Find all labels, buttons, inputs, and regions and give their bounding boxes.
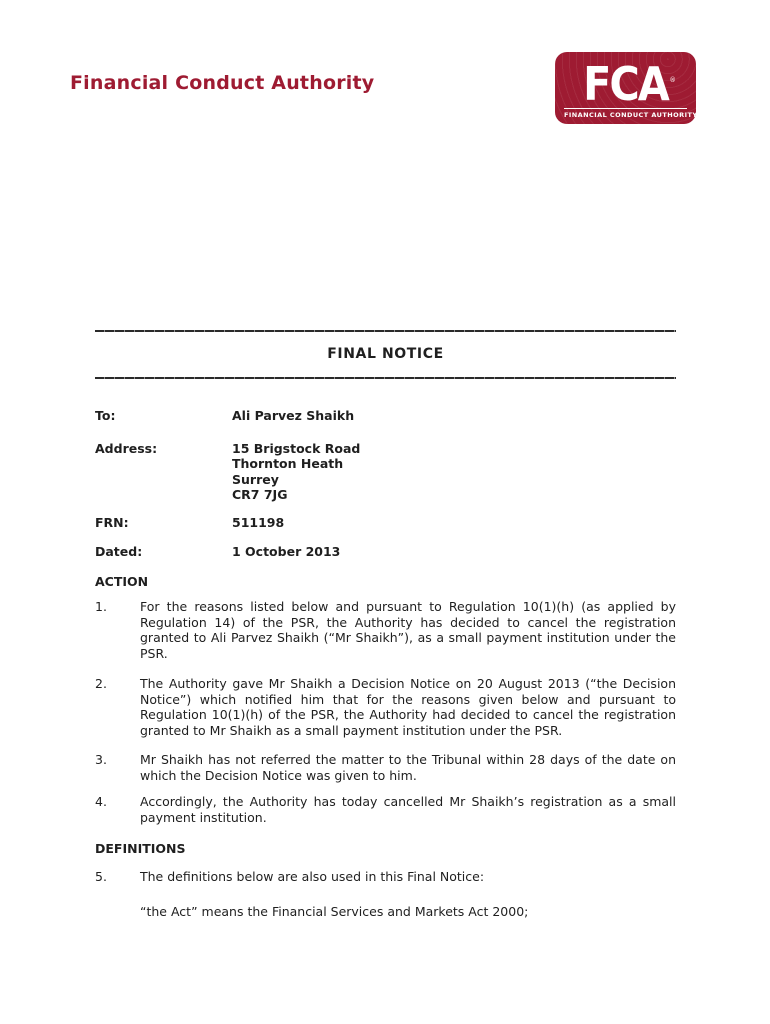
paragraph-text: The Authority gave Mr Shaikh a Decision Notice on 20 August 2013 (“the Decision Notice”) which notified him that for the reasons given below and pursuant to Regulation 10(1)(h) of the PSR, the Authority had decided to cancel the registration granted to Mr Shaikh as a small payment institution under the PSR. — [140, 676, 676, 738]
field-row-frn — [95, 515, 676, 531]
section-action — [95, 574, 676, 826]
paragraph-text: Accordingly, the Authority has today cancelled Mr Shaikh’s registration as a small payment institution. — [140, 794, 676, 825]
field-value-line: Thornton Heath — [232, 456, 344, 471]
document-header — [0, 0, 770, 130]
section-heading-action: ACTION — [95, 573, 149, 589]
field-label-to: To: — [95, 408, 116, 423]
field-value-line: 511198 — [232, 514, 285, 530]
fca-logo-letters: FCA — [583, 56, 668, 111]
recipient-fields — [95, 408, 676, 560]
field-value-frn — [232, 515, 676, 531]
field-value-dated — [232, 544, 676, 560]
field-value-line: 15 Brigstock Road — [232, 440, 361, 456]
paragraph-number: 3. — [95, 752, 107, 767]
field-label-dated: Dated: — [95, 544, 143, 559]
fca-logo-caption: FINANCIAL CONDUCT AUTHORITY — [564, 108, 687, 120]
paragraph — [95, 599, 676, 661]
paragraph-number: 1. — [95, 599, 107, 614]
field-row-dated — [95, 544, 676, 560]
paragraph — [95, 794, 676, 825]
field-label-address: Address: — [95, 440, 158, 456]
separator-line-bottom — [95, 377, 676, 379]
paragraph-text: Mr Shaikh has not referred the matter to the Tribunal within 28 days of the date on which the Decision Notice was given to him. — [140, 752, 676, 783]
field-value-line: 1 October 2013 — [232, 544, 341, 559]
paragraph — [95, 676, 676, 738]
field-row-address — [95, 441, 676, 503]
section-definitions — [95, 841, 676, 920]
paragraph-number: 2. — [95, 676, 107, 691]
registered-trademark-icon: ® — [669, 75, 676, 84]
paragraph-text: For the reasons listed below and pursuant to Regulation 10(1)(h) (as applied by Regulation 14) of the PSR, the Authority has decided to cancel the registration granted to Ali Parvez Shaikh (“Mr Shaikh”), as a small payment institution under the PSR. — [140, 599, 676, 661]
fca-logo — [555, 52, 696, 124]
field-row-to — [95, 408, 676, 424]
paragraph — [95, 869, 676, 885]
field-value-line: CR7 7JG — [232, 487, 288, 502]
definition-line: “the Act” means the Financial Services and Markets Act 2000; — [140, 904, 529, 919]
paragraph-text: The definitions below are also used in this Final Notice: — [140, 868, 485, 884]
notice-title: FINAL NOTICE — [327, 346, 444, 362]
section-heading-definitions: DEFINITIONS — [95, 841, 186, 856]
field-value-line: Surrey — [232, 471, 279, 487]
field-value-address — [232, 441, 676, 503]
fca-logo-acronym — [583, 56, 676, 111]
field-label-frn: FRN: — [95, 514, 129, 530]
brand-wordmark: Financial Conduct Authority — [70, 72, 375, 94]
field-value-to — [232, 408, 676, 424]
notice-title-block — [95, 330, 676, 379]
paragraph-number: 5. — [95, 868, 107, 884]
document-body — [95, 330, 676, 920]
paragraph-number: 4. — [95, 794, 107, 809]
field-value-line: Ali Parvez Shaikh — [232, 408, 355, 423]
paragraph — [95, 752, 676, 783]
